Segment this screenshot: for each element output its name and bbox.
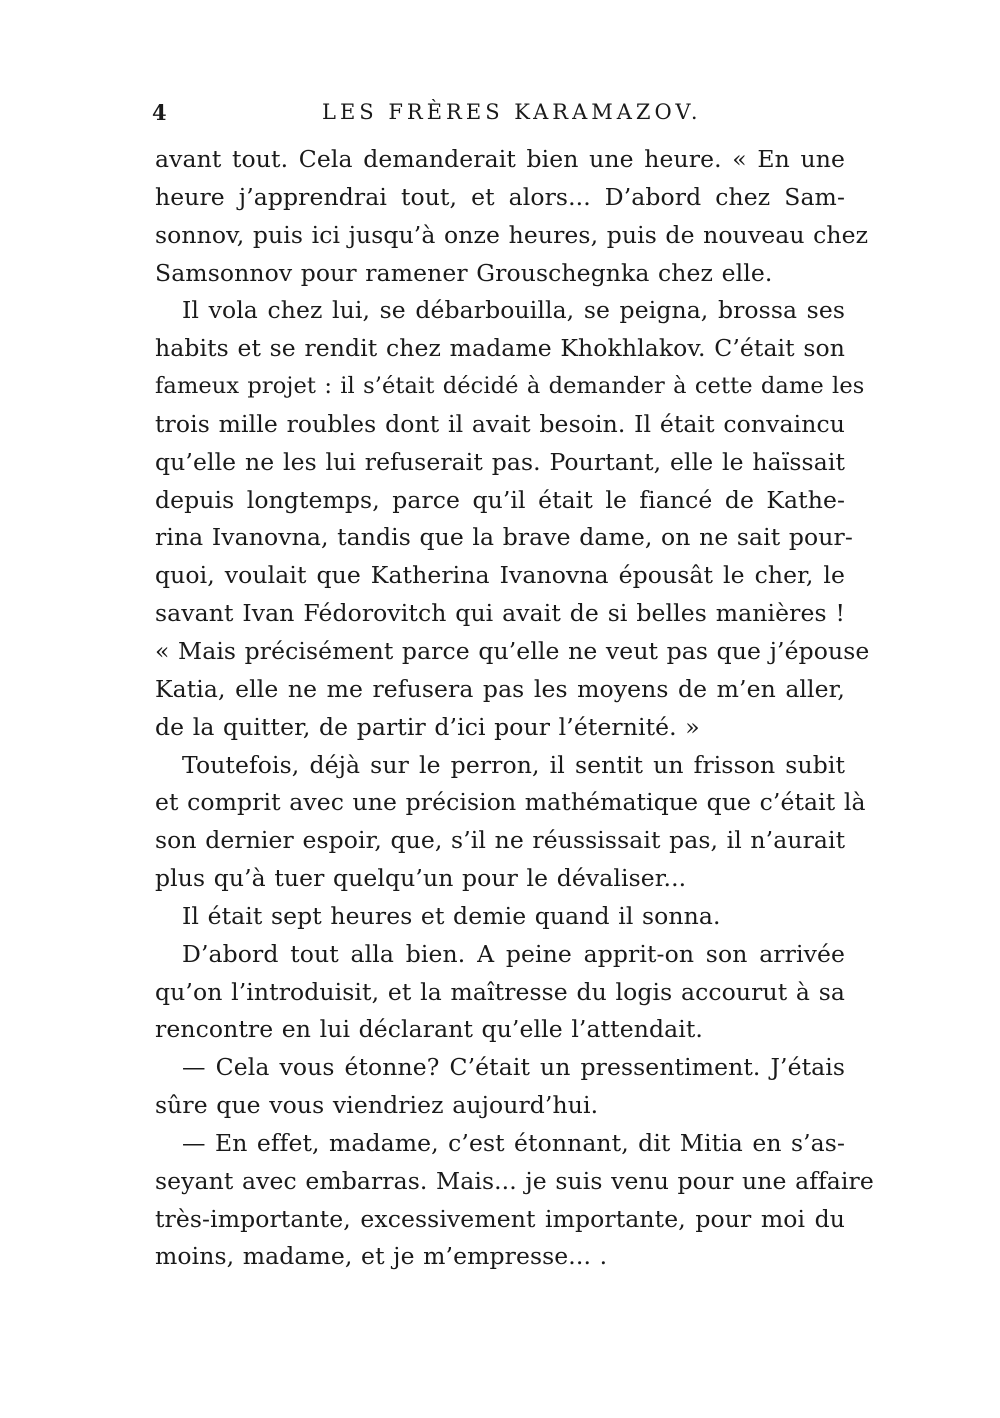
text-line: très-importante, excessivement importante, pour moi du	[155, 1204, 845, 1233]
text-line: Toutefois, déjà sur le perron, il sentit un frisson subit	[182, 750, 845, 779]
text-line: quoi, voulait que Katherina Ivanovna épousât le cher, le	[155, 561, 845, 590]
text-line: trois mille roubles dont il avait besoin. Il était convaincu	[155, 409, 845, 438]
text-line: sonnov, puis ici jusqu’à onze heures, puis de nouveau chez	[155, 220, 869, 249]
text-line: Samsonnov pour ramener Grouschegnka chez elle.	[155, 258, 773, 287]
text-line: Katia, elle ne me refusera pas les moyens de m’en aller,	[155, 674, 845, 703]
text-line: Il était sept heures et demie quand il sonna.	[182, 901, 721, 930]
text-line: rencontre en lui déclarant qu’elle l’attendait.	[155, 1015, 703, 1044]
text-line: Il vola chez lui, se débarbouilla, se peigna, brossa ses	[182, 296, 845, 325]
text-line: moins, madame, et je m’empresse... .	[155, 1242, 608, 1271]
text-line: fameux projet : il s’était décidé à demander à cette dame les	[155, 373, 865, 400]
text-line: habits et se rendit chez madame Khokhlakov. C’était son	[155, 334, 845, 363]
page-number: 4	[152, 100, 171, 125]
text-line: seyant avec embarras. Mais... je suis venu pour une affaire	[155, 1166, 874, 1195]
text-line: savant Ivan Fédorovitch qui avait de si belles manières !	[155, 599, 845, 628]
text-line: — Cela vous étonne? C’était un pressentiment. J’étais	[182, 1053, 845, 1082]
text-line: depuis longtemps, parce qu’il était le fiancé de Kathe-	[155, 485, 845, 514]
text-line: rina Ivanovna, tandis que la brave dame, on ne sait pour-	[155, 523, 853, 552]
text-line: — En effet, madame, c’est étonnant, dit Mitia en s’as-	[182, 1128, 845, 1157]
text-line: D’abord tout alla bien. A peine apprit-on son arrivée	[182, 939, 845, 968]
text-line: de la quitter, de partir d’ici pour l’éternité. »	[155, 712, 700, 741]
running-head	[152, 100, 852, 130]
text-line: avant tout. Cela demanderait bien une heure. « En une	[155, 145, 845, 173]
text-line: heure j’apprendrai tout, et alors... D’abord chez Sam-	[155, 182, 845, 211]
running-title: LES FRÈRES KARAMAZOV.	[322, 100, 702, 124]
text-line: « Mais précisément parce qu’elle ne veut pas que j’épouse	[155, 636, 870, 665]
text-line: qu’elle ne les lui refuserait pas. Pourtant, elle le haïssait	[155, 447, 845, 476]
text-line: et comprit avec une précision mathématique que c’était là	[155, 788, 866, 817]
text-line: plus qu’à tuer quelqu’un pour le dévaliser...	[155, 864, 687, 893]
body-text	[155, 141, 874, 1276]
text-line: qu’on l’introduisit, et la maîtresse du logis accourut à sa	[155, 977, 845, 1006]
text-line: son dernier espoir, que, s’il ne réussissait pas, il n’aurait	[155, 826, 846, 855]
text-line: sûre que vous viendriez aujourd’hui.	[155, 1091, 599, 1120]
